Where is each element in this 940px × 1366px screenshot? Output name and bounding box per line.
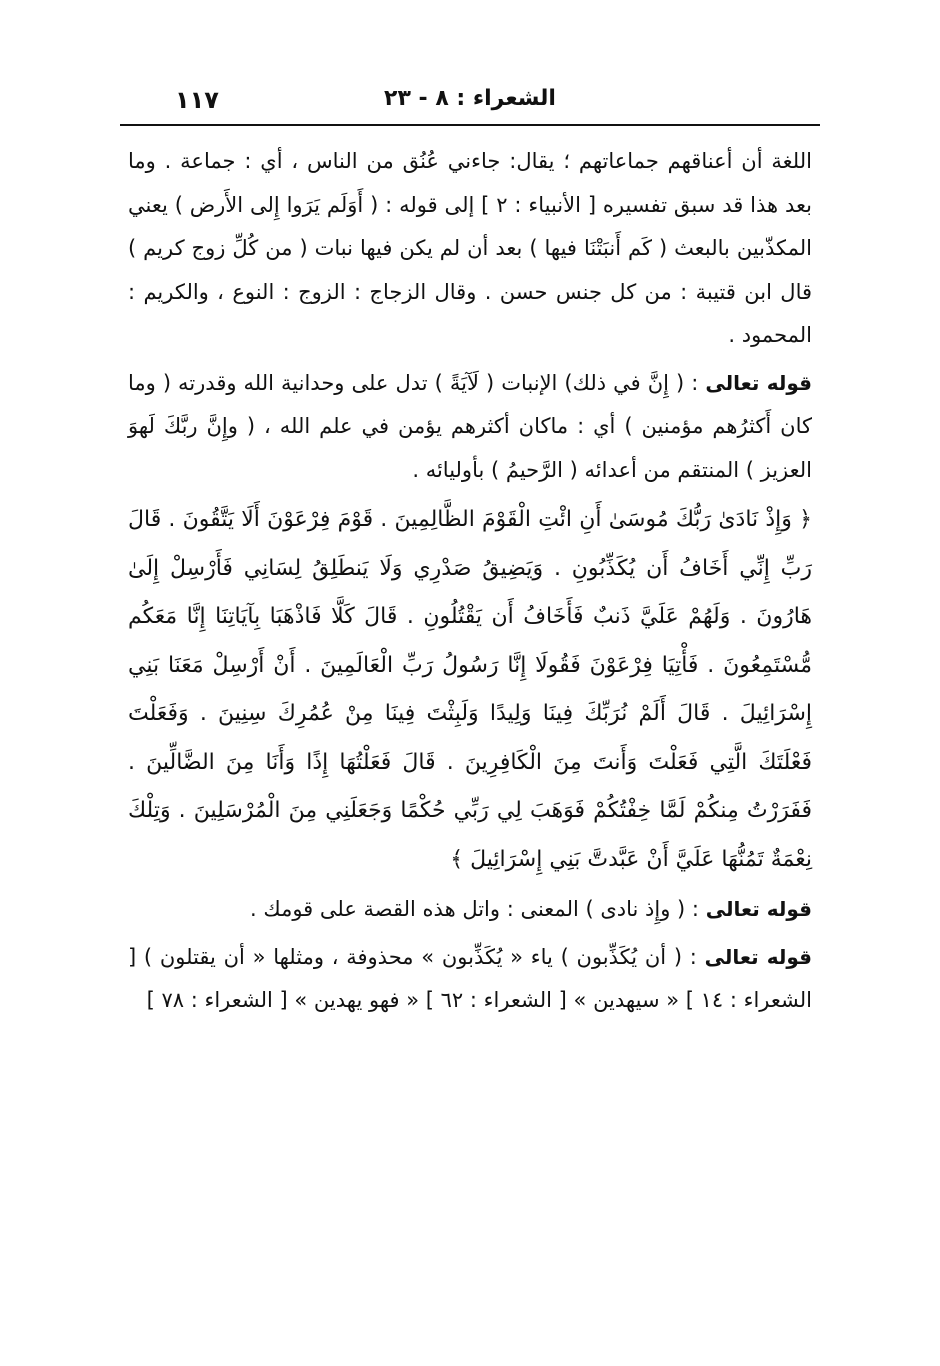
paragraph-text: : ( إِنَّ في ذلك) الإنبات ( لَآيَةً ) تدل على وحدانية الله وقدرته ( وما كان أَكثرُهم مؤمنين ) أي : ماكان أكثرهم يؤمن في علم الله ، ( وإِنَّ ربَّكَ لَهوَ العزيز ) المنتقم من أعدائه ( الرَّحيمُ ) بأوليائه .: [128, 370, 812, 482]
running-title: الشعراء : ٨ - ٢٣: [384, 86, 556, 111]
paragraph-commentary-1: [128, 140, 812, 358]
paragraph-commentary-2: [128, 362, 812, 493]
paragraph-commentary-3: [128, 888, 812, 932]
paragraph-lead: قوله تعالى: [704, 944, 812, 969]
paragraph-lead: قوله تعالى: [705, 897, 812, 921]
paragraph-text: : ( أن يُكَذِّبون ) ياء « يُكَذِّبون » محذوفة ، ومثلها « أن يقتلون ) [ الشعراء : ١٤ ] « سيهدين » [ الشعراء : ٦٢ ] « فهو يهدين » [ الشعراء : ٧٨ ]: [128, 944, 812, 1012]
page-body: [128, 140, 812, 1027]
paragraph-text: : ( وإِذ نادى ) المعنى : واتل هذه القصة على قومك .: [250, 897, 700, 921]
paragraph-text: اللغة أن أعناقهم جماعاتهم ؛ يقال: جاءني عُنُق من الناس ، أي : جماعة . وما بعد هذا قد سبق تفسيره [ الأنبياء : ٢ ] إلى قوله : ( أَوَلَم يَرَوا إِلى الأَرض ) يعني المكذّبين بالبعث ( كَم أَنبَتْنَا فيها ) بعد أن لم يكن فيها نبات ( من كُلِّ زوج كريم ) قال ابن قتيبة : من كل جنس حسن . وقال الزجاج : الزوج : النوع ، والكريم : المحمود .: [128, 149, 812, 347]
page-header: [120, 86, 820, 122]
paragraph-commentary-4: [128, 936, 812, 1023]
quran-passage: ﴿ وَإِذْ نَادَىٰ رَبُّكَ مُوسَىٰ أَنِ ائْتِ الْقَوْمَ الظَّالِمِينَ . قَوْمَ فِرْعَوْنَ أَلَا يَتَّقُونَ . قَالَ رَبِّ إِنِّي أَخَافُ أَن يُكَذِّبُونِ . وَيَضِيقُ صَدْرِي وَلَا يَنطَلِقُ لِسَانِي فَأَرْسِلْ إِلَىٰ هَارُونَ . وَلَهُمْ عَلَيَّ ذَنبٌ فَأَخَافُ أَن يَقْتُلُونِ . قَالَ كَلَّا فَاذْهَبَا بِآيَاتِنَا إِنَّا مَعَكُم مُّسْتَمِعُونَ . فَأْتِيَا فِرْعَوْنَ فَقُولَا إِنَّا رَسُولُ رَبِّ الْعَالَمِينَ . أَنْ أَرْسِلْ مَعَنَا بَنِي إِسْرَائِيلَ . قَالَ أَلَمْ نُرَبِّكَ فِينَا وَلِيدًا وَلَبِثْتَ فِينَا مِنْ عُمُرِكَ سِنِينَ . وَفَعَلْتَ فَعْلَتَكَ الَّتِي فَعَلْتَ وَأَنتَ مِنَ الْكَافِرِينَ . قَالَ فَعَلْتُهَا إِذًا وَأَنَا مِنَ الضَّالِّينَ . فَفَرَرْتُ مِنكُمْ لَمَّا خِفْتُكُمْ فَوَهَبَ لِي رَبِّي حُكْمًا وَجَعَلَنِي مِنَ الْمُرْسَلِينَ . وَتِلْكَ نِعْمَةٌ تَمُنُّهَا عَلَيَّ أَنْ عَبَّدتَّ بَنِي إِسْرَائِيلَ ﴾: [128, 507, 812, 872]
header-rule: [120, 124, 820, 126]
page-number: ١١٧: [175, 86, 219, 114]
paragraph-lead: قوله تعالى: [705, 370, 812, 395]
